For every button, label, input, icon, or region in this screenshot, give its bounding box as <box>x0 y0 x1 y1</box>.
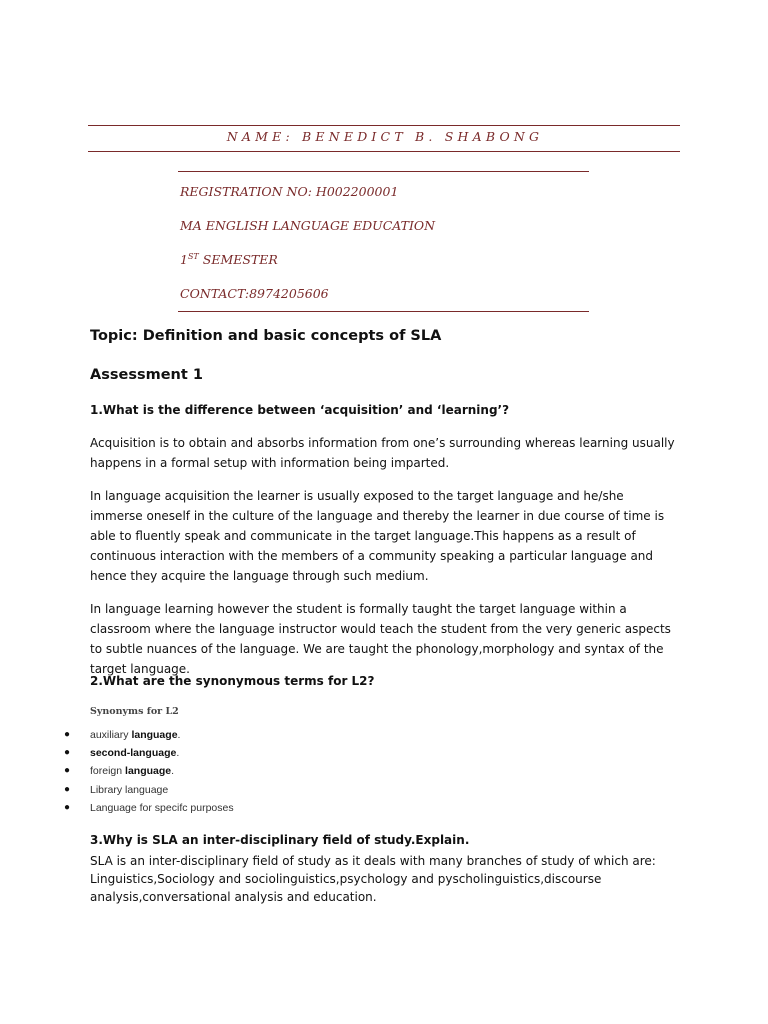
program-name: MA ENGLISH LANGUAGE EDUCATION <box>180 218 436 233</box>
synonyms-list <box>64 726 234 817</box>
info-top-rule <box>178 171 589 172</box>
semester <box>180 252 278 267</box>
semester-label: SEMESTER <box>198 252 278 268</box>
contact-number: CONTACT:8974205606 <box>180 286 329 301</box>
name-top-rule <box>88 125 680 126</box>
synonyms-heading: Synonyms for L2 <box>90 706 179 717</box>
topic-heading: Topic: Definition and basic concepts of SLA <box>90 328 442 344</box>
list-item: ● Language for specifc purposes <box>64 799 234 817</box>
answer-1-paragraph-3: In language learning however the student is formally taught the target language within a classroom where the language instructor would teach the student from the very generic aspects to subtle nuances of the language. We are taught the phonology,morphology and syntax of the target language. <box>90 602 671 676</box>
bullet-icon: ● <box>64 729 71 740</box>
bullet-icon: ● <box>64 801 71 813</box>
list-item: ● auxiliary language. <box>64 726 234 744</box>
bullet-icon: ● <box>64 747 71 759</box>
list-item: ● foreign language. <box>64 762 234 780</box>
bullet-icon: ● <box>64 765 71 777</box>
answer-1-paragraph-2: In language acquisition the learner is usually exposed to the target language and he/she immerse oneself in the culture of the language and thereby the learner in due course of time is able to fluently speak and communicate in the target language.This happens as a result of continuous interaction with the members of a community speaking a particular language and hence they acquire the language through such medium. <box>90 489 665 583</box>
name-bottom-rule <box>88 151 680 152</box>
answer-3: SLA is an inter-disciplinary field of study as it deals with many branches of study of which are: Linguistics,Sociology and sociolinguistics,psychology and pyscholinguistics,discourse analysis,conversational analysis and education. <box>90 854 656 904</box>
bullet-icon: ● <box>64 783 71 795</box>
question-3: 3.Why is SLA an inter-disciplinary field of study.Explain. <box>90 833 470 847</box>
question-1: 1.What is the difference between ‘acquisition’ and ‘learning’? <box>90 403 510 417</box>
semester-number: 1 <box>180 252 188 268</box>
list-item: ● Library language <box>64 781 234 799</box>
registration-number: REGISTRATION NO: H002200001 <box>180 184 399 199</box>
semester-suffix: ST <box>187 252 199 261</box>
student-name: NAME: BENEDICT B. SHABONG <box>226 129 544 144</box>
info-bottom-rule <box>178 311 589 312</box>
question-2: 2.What are the synonymous terms for L2? <box>90 674 375 688</box>
assessment-heading: Assessment 1 <box>90 367 203 383</box>
list-item: ● second-language. <box>64 744 234 762</box>
answer-1-paragraph-1: Acquisition is to obtain and absorbs information from one’s surrounding whereas learning usually happens in a formal setup with information being imparted. <box>90 436 675 470</box>
